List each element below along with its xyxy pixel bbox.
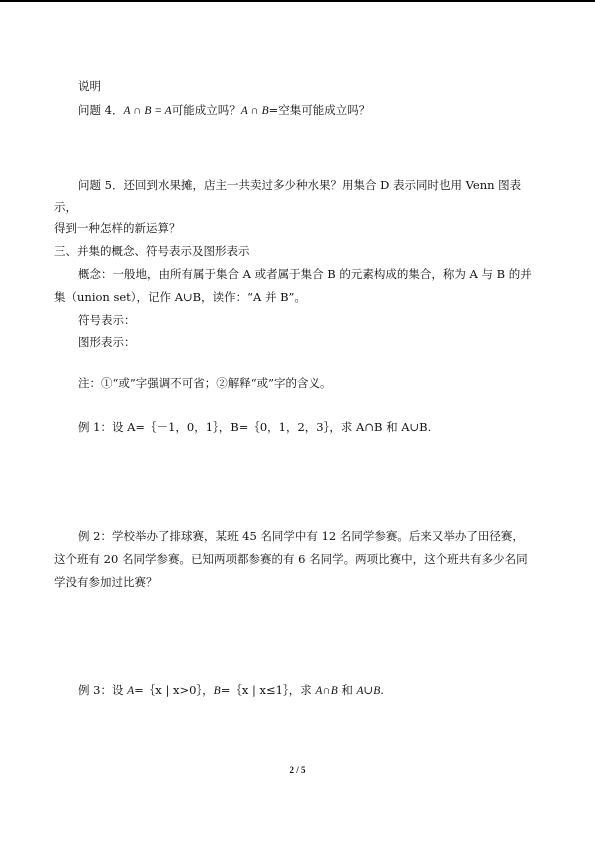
example-3 [78,682,384,699]
q4-suffix: =空集可能成立吗？ [268,103,371,117]
page-number: 2 / 5 [289,765,306,775]
q4-prefix: 问题 4． [78,103,124,117]
ex3-intersection: A∩B [315,685,338,697]
figure-representation: 图形表示： [78,335,136,349]
concept-line-1: 概念：一般地，由所有属于集合 A 或者属于集合 B 的元素构成的集合，称为 A 与 B 的并 [78,267,532,281]
example-1: 例 1：设 A=｛－1，0，1｝，B=｛0，1，2，3｝，求 A∩B 和 A∪B. [78,420,432,434]
example-2-line-1: 例 2：学校举办了排球赛，某班 45 名同学中有 12 名同学参赛。后来又举办了田径赛， [78,529,524,543]
top-border-rule [0,0,595,2]
question-5-line-3: 得到一种怎样的新运算？ [54,221,181,235]
note-line: 注：①“或”字强调不可省；②解释“或”字的含义。 [78,376,332,390]
q4-expr1: A ∩ B = A [123,105,172,117]
question-5-line-1: 问题 5．还回到水果摊，店主一共卖过多少种水果？用集合 D 表示同时也用 Venn 图表 [78,178,522,192]
example-2-line-3: 学没有参加过比赛？ [54,575,158,589]
question-5-line-2: 示， [54,200,77,214]
ex3-and: 和 [337,683,357,697]
ex3-end: . [380,683,384,697]
symbol-representation: 符号表示： [78,313,136,327]
q4-expr2: A ∩ B [240,105,269,117]
ex3-set-a-def: =｛x | x>0｝， [134,683,214,697]
q4-mid: 可能成立吗？ [171,103,241,117]
section-heading-3: 三、并集的概念、符号表示及图形表示 [54,244,250,258]
concept-line-2: 集（union set），记作 A∪B，读作：“A 并 B”。 [54,290,306,304]
example-2-line-2: 这个班有 20 名同学参赛。已知两项都参赛的有 6 名同学。两项比赛中，这个班共有多少名同 [54,552,528,566]
question-4 [78,102,370,119]
ex3-set-b-def: =｛x | x≤1｝，求 [220,683,316,697]
ex3-prefix: 例 3：设 [78,683,128,697]
ex3-union: A∪B [356,685,381,697]
ex3-set-a-name: A [127,685,135,697]
label-shuoming: 说明 [78,79,101,93]
ex3-set-b-name: B [213,685,221,697]
